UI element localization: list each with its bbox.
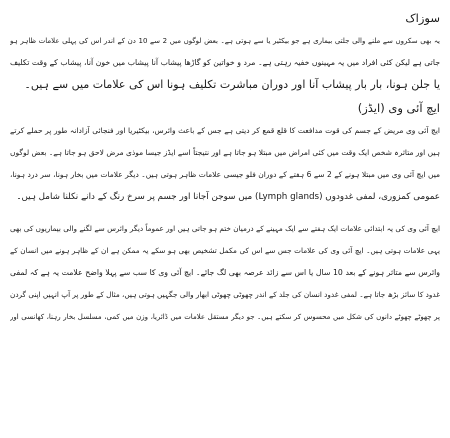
paragraph-line: یا جلن ہونا، بار بار پیشاب آنا اور دوران مباشرت تکلیف ہونا اس کی علامات میں سے ہیں۔ <box>24 78 440 91</box>
paragraph-hiv-intro <box>10 120 440 208</box>
paragraph-line: میں ایچ آئی وی میں مبتلا ہونے کے 2 سے 6 ہفتے کے دوران فلو جیسی علامات ظاہر ہوتی ہیں۔ دیگر علامات میں بخار ہونا، سر درد ہونا، <box>10 170 440 179</box>
paragraph-line: یہ بھی سکروں سے ملنے والی جلتی بیماری ہے جو بیکٹیر یا سے ہوتی ہے۔ بعض لوگوں میں 2 سے 10 دن کے اندر اس کی پہلی علامات ظاہر ہو <box>10 37 440 45</box>
paragraph-line: جاتی ہے لیکن کئی افراد میں یہ مہینوں خفیہ رہتی ہے۔ مرد و خواتین کو گاڑھا پیشاب آنا پیشاب میں خون آنا، پیشاب کے وقت تکلیف <box>10 58 440 67</box>
paragraph-line: یہی علامات ہوتی ہیں۔ ایچ آئی وی کی علامات جس سے اس کی مکمل تشخیص بھی ہو سکے یہ ممکن ہے ان کے ظاہر ہونے میں انسان کے <box>10 246 440 255</box>
paragraph-hiv-symptoms <box>10 218 440 328</box>
paragraph-line: ہیں اور متاثرہ شخص ایک وقت میں کئی امراض میں مبتلا ہو جاتا ہے اور نتیجتاً اسے ایڈز جیسا موذی مرض لاحق ہو جاتا ہے۔ بعض لوگوں <box>10 148 440 157</box>
paragraph-gonorrhea <box>10 30 440 96</box>
paragraph-line: غدود کا سائز بڑھ جاتا ہے۔ لمفی غدود انسان کی جلد کے اندر چھوٹی چھوٹی ابھار والی جگہیں ہوتی ہیں، مثال کے طور پر آپ انہیں اپنی گردن <box>10 290 440 299</box>
paragraph-line: پر چھوٹے چھوٹے دانوں کی شکل میں محسوس کر سکتے ہیں۔ جو دیگر مستقل علامات میں ڈائریا، وزن میں کمی، مسلسل بخار رہنا، کھانسی اور <box>10 313 440 321</box>
paragraph-line: ایچ آئی وی کی یہ ابتدائی علامات ایک ہفتے سے ایک مہینے کے درمیان ختم ہو جاتی ہیں اور عموماً دیگر وائرس سے لگنے والی بیماریوں کی بھی <box>10 224 440 233</box>
paragraph-spacer <box>10 208 440 218</box>
paragraph-line: عمومی کمزوری، لمفی غدودوں (Lymph glands) میں سوجن آجانا اور جسم پر سرخ رنگ کے دانے نکلنا شامل ہیں۔ <box>16 192 440 202</box>
paragraph-line: ایچ آئی وی مریض کے جسم کی قوت مدافعت کا قلع قمع کر دیتی ہے جس کے باعث وائرس، بیکٹیریا اور فنجائی آزادانہ طور پر حملے کرتے <box>10 126 440 135</box>
document-title: سوزاک <box>405 11 440 25</box>
section-subtitle: ایچ آئی وی (ایڈز) <box>357 101 440 115</box>
paragraph-line: وائرس سے متاثر ہونے کے بعد 10 سال یا اس سے زائد عرصہ بھی لگ جائے۔ ایچ آئی وی کا سب سے پہلا واضح علامت یہ ہے کہ لمفی <box>10 268 440 277</box>
